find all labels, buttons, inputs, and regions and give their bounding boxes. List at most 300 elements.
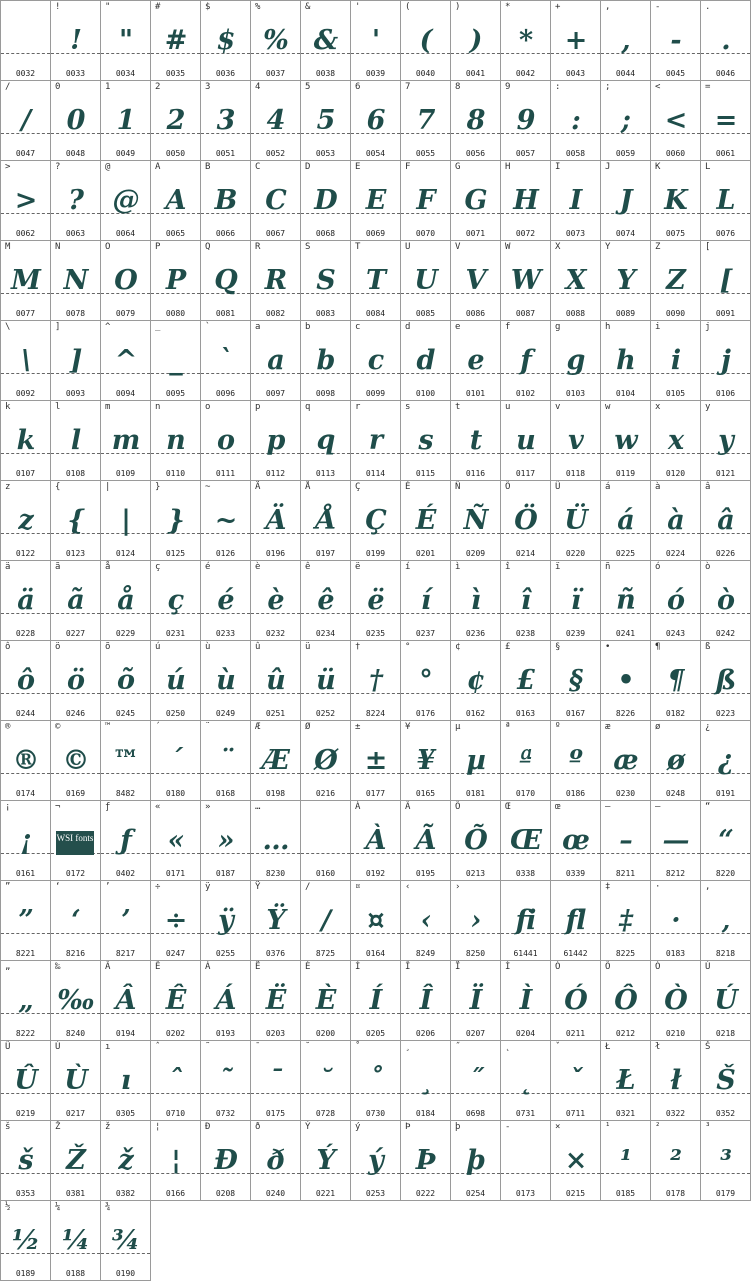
char-code: 0111 [215,469,236,478]
char-code: 0078 [65,309,86,318]
char-code: 0198 [265,789,286,798]
glyph-sample: j [721,345,730,376]
glyph-sample: k [16,425,35,456]
char-label: G [455,162,461,172]
glyph-cell [1,641,51,721]
glyph-cell [651,81,701,161]
glyph-cell [251,161,301,241]
char-code: 0074 [615,229,636,238]
char-code: 0161 [15,869,36,878]
glyph-cell [251,1041,301,1121]
char-code: 0225 [615,549,636,558]
char-code: 8216 [65,949,86,958]
glyph-cell [651,641,701,721]
glyph-sample: ¸ [419,1065,432,1096]
char-label: & [305,2,311,12]
glyph-sample: î [520,585,531,616]
glyph-cell [51,561,101,641]
char-code: 0233 [215,629,236,638]
char-label: H [505,162,511,172]
glyph-sample: T [365,265,386,296]
glyph-sample: Â [115,985,136,1016]
glyph-cell [601,161,651,241]
char-label: ` [205,322,211,332]
char-label: 5 [305,82,311,92]
char-code: 0035 [165,69,186,78]
char-label: k [5,402,11,412]
char-label: L [705,162,711,172]
glyph-cell [551,1041,601,1121]
glyph-sample: ã [67,585,84,616]
char-code: 0338 [515,869,536,878]
char-label: | [105,482,111,492]
glyph-cell [501,1121,551,1201]
char-code: 8212 [665,869,686,878]
glyph-cell [351,721,401,801]
char-label: p [255,402,261,412]
char-code: 0173 [515,1189,536,1198]
char-label: † [355,642,361,652]
char-label: œ [555,802,561,812]
glyph-sample: ¡ [20,825,31,856]
char-label: › [455,882,461,892]
char-label: ô [5,642,11,652]
char-code: 0098 [315,389,336,398]
char-label: Q [205,242,211,252]
char-label: W [505,242,511,252]
char-label: Š [705,1042,711,1052]
glyph-cell [401,1121,451,1201]
glyph-sample: N [63,265,88,296]
glyph-sample: ‹ [420,905,431,936]
glyph-sample: º [569,745,582,776]
char-label: K [655,162,661,172]
glyph-cell [301,481,351,561]
char-code: 0253 [365,1189,386,1198]
char-label: ÿ [205,882,211,892]
char-label: ï [555,562,561,572]
char-code: 0032 [15,69,36,78]
char-label: z [5,482,11,492]
glyph-cell [201,481,251,561]
char-code: 0186 [565,789,586,798]
glyph-sample: À [365,825,386,856]
glyph-cell [101,721,151,801]
glyph-cell [651,401,701,481]
glyph-cell [301,321,351,401]
char-label: 1 [105,82,111,92]
glyph-cell [551,241,601,321]
char-code: 0184 [415,1109,436,1118]
char-code: 0082 [265,309,286,318]
char-label: ƒ [105,802,111,812]
char-label: > [5,162,11,172]
char-code: 0232 [265,629,286,638]
char-label: Ì [505,962,511,972]
glyph-sample: ä [17,585,34,616]
glyph-sample: – [619,825,632,856]
char-label: ò [705,562,711,572]
glyph-sample: ‚ [721,905,730,936]
glyph-cell [151,1,201,81]
glyph-sample: é [217,585,234,616]
char-label: ‡ [605,882,611,892]
glyph-cell [501,961,551,1041]
char-code: 0170 [515,789,536,798]
char-label: R [255,242,261,252]
glyph-sample: & [313,25,338,56]
glyph-sample: o [216,425,234,456]
glyph-cell [1,561,51,641]
glyph-sample: O [114,265,137,296]
char-code: 0698 [465,1109,486,1118]
glyph-sample: v [568,425,583,456]
glyph-cell [51,961,101,1041]
glyph-sample: Ú [714,985,737,1016]
glyph-cell [501,321,551,401]
glyph-cell [501,561,551,641]
glyph-cell [351,481,401,561]
char-label: Å [305,482,311,492]
glyph-sample: I [569,185,582,216]
char-code: 0182 [665,709,686,718]
glyph-cell [251,641,301,721]
glyph-cell [451,641,501,721]
char-code: 0174 [15,789,36,798]
char-code: 0118 [565,469,586,478]
baseline-guide [501,1173,550,1174]
char-code: 0219 [15,1109,36,1118]
char-label: c [355,322,361,332]
char-label: S [305,242,311,252]
char-code: 0108 [65,469,86,478]
char-code: 0183 [665,949,686,958]
char-code: 8222 [15,1029,36,1038]
char-code: 0048 [65,149,86,158]
char-code: 0231 [165,629,186,638]
glyph-sample: Ž [66,1145,85,1176]
char-code: 0059 [615,149,636,158]
glyph-sample: P [165,265,186,296]
glyph-sample: K [664,185,687,216]
glyph-sample: ) [469,25,482,56]
glyph-sample: Ł [616,1065,635,1096]
char-code: 0224 [665,549,686,558]
char-code: 0046 [715,69,736,78]
char-code: 0209 [465,549,486,558]
char-label: ì [455,562,461,572]
glyph-cell [701,961,751,1041]
char-code: 0192 [365,869,386,878]
char-code: 0121 [715,469,736,478]
char-code: 0204 [515,1029,536,1038]
glyph-sample: ¾ [111,1225,140,1256]
char-label: 2 [155,82,161,92]
char-label: - [655,2,661,12]
char-code: 0228 [15,629,36,638]
char-label: Ò [655,962,661,972]
char-code: 0066 [215,229,236,238]
char-code: 0242 [715,629,736,638]
baseline-guide [1,53,50,54]
char-code: 0197 [315,549,336,558]
glyph-cell [1,881,51,961]
glyph-cell [351,1041,401,1121]
glyph-sample: ® [12,745,39,776]
glyph-sample: $ [216,25,235,56]
glyph-sample: ¿ [718,745,733,776]
glyph-cell [401,1041,451,1121]
glyph-cell [701,481,751,561]
char-label: a [255,322,261,332]
char-code: 0115 [415,469,436,478]
glyph-sample: Š [716,1065,735,1096]
char-label: Ä [255,482,261,492]
glyph-sample: † [368,665,383,696]
char-label: ú [155,642,161,652]
char-label: e [455,322,461,332]
char-code: 61442 [563,949,588,958]
glyph-sample: ² [670,1145,681,1176]
glyph-cell [401,961,451,1041]
char-code: 0036 [215,69,236,78]
char-code: 0193 [215,1029,236,1038]
char-code: 0125 [165,549,186,558]
glyph-sample: 8 [466,105,485,136]
glyph-sample: _ [169,345,182,376]
char-code: 0238 [515,629,536,638]
char-label: Ù [55,1042,61,1052]
glyph-sample: Ø [314,745,337,776]
glyph-cell [651,481,701,561]
glyph-sample: u [516,425,535,456]
glyph-sample: ‰ [57,985,94,1016]
char-code: 8220 [715,869,736,878]
glyph-cell [701,881,751,961]
char-label: Á [205,962,211,972]
glyph-cell [651,321,701,401]
glyph-cell [501,401,551,481]
glyph-cell [201,961,251,1041]
char-label: i [655,322,661,332]
glyph-sample: Î [419,985,432,1016]
char-label: ı [105,1042,111,1052]
char-code: 0075 [665,229,686,238]
char-code: 0732 [215,1109,236,1118]
char-label: È [305,962,311,972]
char-code: 0072 [515,229,536,238]
glyph-cell [101,481,151,561]
glyph-sample: ü [316,665,335,696]
glyph-cell [601,1041,651,1121]
char-code: 0093 [65,389,86,398]
glyph-sample: à [667,505,684,536]
glyph-sample: 5 [316,105,335,136]
glyph-sample: } [167,505,184,536]
char-code: 0081 [215,309,236,318]
glyph-cell [101,81,151,161]
glyph-cell [401,401,451,481]
char-code: 0120 [665,469,686,478]
glyph-cell [151,641,201,721]
glyph-cell [1,1041,51,1121]
glyph-sample: V [465,265,486,296]
char-label: y [705,402,711,412]
glyph-cell [101,321,151,401]
glyph-cell [601,481,651,561]
char-code: 0252 [315,709,336,718]
glyph-cell [101,1121,151,1201]
glyph-sample: Ô [614,985,637,1016]
char-label: , [605,2,611,12]
char-label: n [155,402,161,412]
char-label: [ [705,242,711,252]
char-code: 0181 [465,789,486,798]
glyph-cell [351,961,401,1041]
char-label: 3 [205,82,211,92]
char-code: 0073 [565,229,586,238]
char-label: * [505,2,511,12]
glyph-cell [551,801,601,881]
char-label: ł [655,1042,661,1052]
char-label: ç [155,562,161,572]
glyph-sample: Ë [265,985,286,1016]
char-label: Ü [555,482,561,492]
char-code: 0223 [715,709,736,718]
char-code: 0352 [715,1109,736,1118]
char-code: 0109 [115,469,136,478]
char-code: 8217 [115,949,136,958]
glyph-sample: § [568,665,583,696]
glyph-sample: ê [317,585,334,616]
char-code: 0084 [365,309,386,318]
glyph-cell [551,961,601,1041]
glyph-cell [51,161,101,241]
char-code: 0099 [365,389,386,398]
char-label: D [305,162,311,172]
char-label: ñ [605,562,611,572]
glyph-sample: ˘ [319,1065,332,1096]
char-code: 0172 [65,869,86,878]
char-label: Ó [555,962,561,972]
char-label: » [205,802,211,812]
glyph-sample: \ [21,345,30,376]
glyph-cell [601,81,651,161]
glyph-cell [151,721,201,801]
glyph-cell [301,961,351,1041]
char-label: « [155,802,161,812]
char-label: • [605,642,611,652]
glyph-cell [251,881,301,961]
glyph-sample: s [418,425,433,456]
glyph-sample: W [510,265,541,296]
glyph-sample: x [667,425,684,456]
char-label: % [255,2,261,12]
glyph-cell [1,1201,51,1281]
glyph-cell [651,561,701,641]
char-code: 8225 [615,949,636,958]
glyph-sample: Ü [564,505,587,536]
glyph-sample: ë [367,585,384,616]
char-code: 0255 [215,949,236,958]
char-code: 0102 [515,389,536,398]
glyph-cell [651,1041,701,1121]
glyph-cell [701,401,751,481]
char-label: P [155,242,161,252]
char-code: 0163 [515,709,536,718]
glyph-sample: Ÿ [266,905,285,936]
char-code: 0222 [415,1189,436,1198]
char-code: 0056 [465,149,486,158]
char-label: É [405,482,411,492]
char-label: ” [5,882,11,892]
char-label: ¦ [155,1122,161,1132]
glyph-sample: 1 [116,105,135,136]
glyph-cell [351,1121,401,1201]
char-code: 0114 [365,469,386,478]
glyph-sample: Ï [469,985,482,1016]
char-code: 0243 [665,629,686,638]
char-code: 0235 [365,629,386,638]
char-label: Í [355,962,361,972]
char-label: ´ [155,722,161,732]
glyph-cell [201,881,251,961]
char-code: 0043 [565,69,586,78]
char-code: 0710 [165,1109,186,1118]
char-code: 0069 [365,229,386,238]
glyph-sample: Ê [165,985,186,1016]
char-label: 8 [455,82,461,92]
glyph-cell [551,561,601,641]
char-code: 0117 [515,469,536,478]
char-label: ä [5,562,11,572]
char-label: À [355,802,361,812]
char-label: ˆ [155,1042,161,1052]
char-label: ‚ [705,882,711,892]
glyph-cell [401,321,451,401]
char-label: Â [105,962,111,972]
glyph-cell [551,1121,601,1201]
char-code: 0168 [215,789,236,798]
glyph-sample: ˛ [519,1065,532,1096]
glyph-sample: . [721,25,730,56]
glyph-cell [301,641,351,721]
glyph-cell [451,321,501,401]
glyph-sample: ª [519,745,532,776]
char-code: 0092 [15,389,36,398]
char-code: 0085 [415,309,436,318]
glyph-sample: z [18,505,33,536]
glyph-sample: 4 [266,105,285,136]
glyph-sample: á [617,505,634,536]
char-label: ˝ [455,1042,461,1052]
glyph-cell [401,481,451,561]
glyph-cell [51,241,101,321]
glyph-cell [551,81,601,161]
glyph-cell [351,81,401,161]
glyph-cell [351,561,401,641]
glyph-sample: ° [419,665,432,696]
char-code: 0044 [615,69,636,78]
char-label: \ [5,322,11,332]
glyph-sample: ÷ [164,905,187,936]
glyph-cell [501,1,551,81]
char-code: 0187 [215,869,236,878]
glyph-cell [101,961,151,1041]
char-code: 0229 [115,629,136,638]
glyph-sample: ò [716,585,734,616]
glyph-sample: m [111,425,140,456]
